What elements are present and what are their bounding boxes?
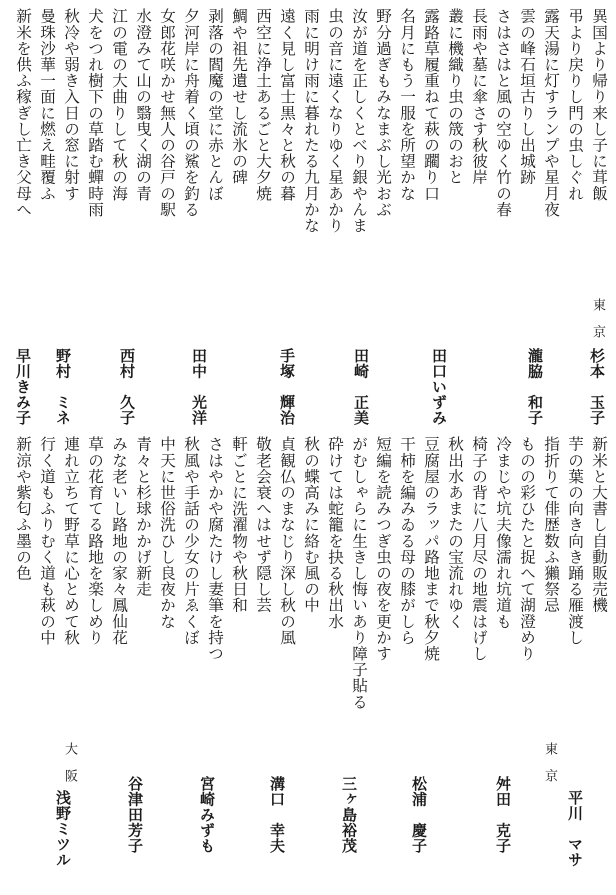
author-name: 杉本 玉子 [588,348,606,426]
poem-line: 敬老会衰へはせず隠し芸 [254,436,272,614]
poem-line: 豆腐屋のラッパ路地まで秋夕焼 [422,436,440,662]
poem-line: 新米を供ふ稼ぎし亡き父母へ [14,8,32,218]
author-name: 宮崎みずも [198,776,216,854]
author-name: 谷津田芳子 [126,776,144,854]
poem-line: 草の花育てる路地を楽しめり [86,436,104,646]
poem-line: 連れ立ちて野草に心とめて秋 [62,436,80,646]
poem-line: 指折りて俳歴数ふ獺祭忌 [542,436,560,614]
poem-line: さはさはと風の空ゆく竹の春 [494,8,512,218]
poem-line: さはやかや腐たけし妻筆を持つ [206,436,224,662]
poem-line: みな老いし路地の家々鳳仙花 [110,436,128,646]
poem-line: 新涼や紫匂ふ墨の色 [14,436,32,581]
poem-line: 江の電の大曲りして秋の海 [110,8,128,202]
author-name: 瀧脇 和子 [526,348,544,426]
author-name: 西村 久子 [118,348,136,426]
poem-line: 夕河岸に舟着く頃の鯊を釣る [182,8,200,218]
poem-line: 秋冷や弱き入日の窓に射す [62,8,80,202]
author-name: 松浦 慶子 [410,776,428,854]
poem-line: 弔より戻りし門の虫しぐれ [566,8,584,202]
poem-line: 女郎花咲かせ無人の谷戸の駅 [158,8,176,218]
poem-line: 犬をつれ樹下の草踏む蟬時雨 [86,8,104,218]
poem-line: 曼珠沙華一面に燃え畦覆ふ [38,8,56,202]
poem-line: 短編を読みつぎ虫の夜を更かす [374,436,392,662]
poem-line: 露天湯に灯すランプや星月夜 [542,8,560,218]
poem-line: 青々と杉球かかげ新走 [134,436,152,597]
poem-line: 虫の音に遠くなりゆく星あかり [326,8,344,234]
poem-line: 西空に浄土あるごと大夕焼 [254,8,272,202]
author-name: 田崎 正美 [352,348,370,426]
poem-line: がむしゃらに生きし悔いあり障子貼る [350,436,368,710]
poem-line: 冷まじや坑夫像濡れ坑道も [494,436,512,630]
poem-line: 水澄みて山の翳曳く湖の青 [134,8,152,202]
poem-line: 異国より帰り来し子に茸飯 [590,8,608,202]
author-name: 三ヶ島裕茂 [340,776,358,854]
author-name: 平川 マサ [566,790,584,868]
poem-line: 汝が道を正しくとべり銀やんま [350,8,368,234]
author-name: 田口いずみ [430,348,448,426]
poem-line: 貞観仏のまなじり深し秋の風 [278,436,296,646]
author-name: 田中 光洋 [190,348,208,426]
author-name: 野村 ミネ [54,348,72,426]
poem-line: 秋出水あまたの宝流れゆく [446,436,464,630]
poem-line: 雲の峰石垣古りし出城跡 [518,8,536,186]
poem-line: 露路草履重ねて萩の躙り口 [422,8,440,202]
poem-line: 長雨や墓に傘さす秋彼岸 [470,8,488,186]
poem-line: 新米と大書し自動販売機 [590,436,608,614]
author-place: 東 京 [590,298,605,339]
poem-line: 秋風や手話の少女の片ゑくぼ [182,436,200,646]
poem-line: 中天に世俗洗ひし良夜かな [158,436,176,630]
poem-line: 野分過ぎもみなまぶし光おぶ [374,8,392,218]
author-name: 早川きみ子 [14,348,32,426]
author-place: 東 京 [542,742,557,783]
poem-line: 鯛や祖先遺せし流氷の碑 [230,8,248,186]
poem-line: 行く道もふりむく道も萩の中 [38,436,56,646]
poem-line: 砕けては蛇籠を抉る秋出水 [326,436,344,630]
poem-line: 芋の葉の向き向き踊る雁渡し [566,436,584,646]
poem-line: 軒ごとに洗濯物や秋日和 [230,436,248,614]
poem-line: 秋の蝶高みに絡む風の中 [302,436,320,614]
poem-line: 叢に機織り虫の筬のおと [446,8,464,186]
poem-line: 遠く見し富士黒々と秋の暮 [278,8,296,202]
poem-line: 雨に明け雨に暮れたる九月かな [302,8,320,234]
poem-line: 剥落の閻魔の堂に赤とんぼ [206,8,224,202]
poem-line: ものの彩ひたと捉へて湖澄めり [518,436,536,662]
author-name: 手塚 輝治 [278,348,296,426]
poem-line: 名月にもう一服を所望かな [398,8,416,202]
poem-line: 干柿を編みゐる母の膝がしら [398,436,416,646]
author-name: 舛田 克子 [494,776,512,854]
poem-line: 椅子の背に八月尽の地震はげし [470,436,488,662]
author-place: 大 阪 [62,742,77,783]
author-name: 浅野ミツル [54,790,72,868]
author-name: 溝口 幸夫 [268,776,286,854]
